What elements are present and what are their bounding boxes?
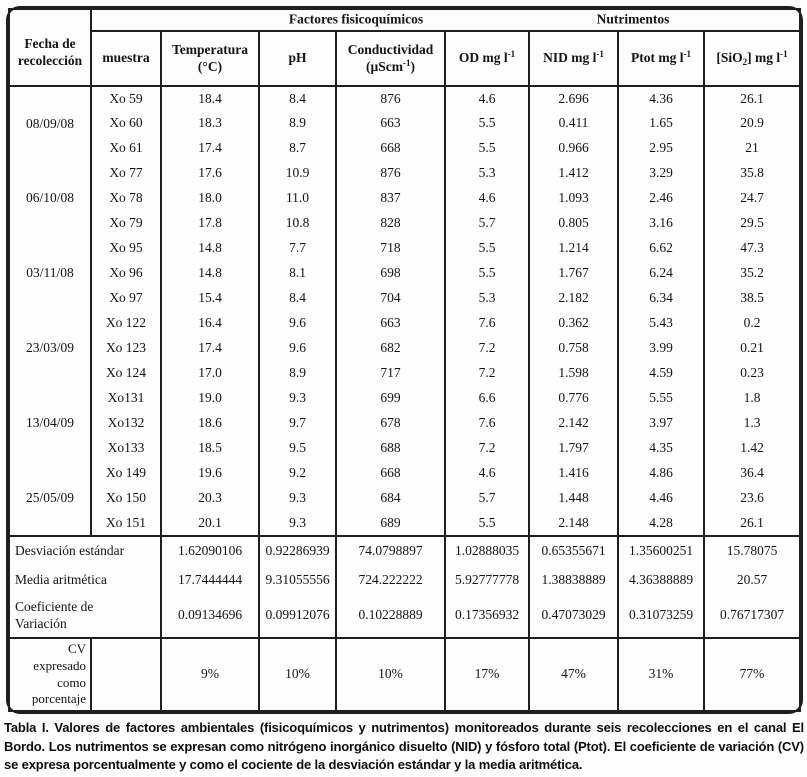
sample-cell: Xo 150 xyxy=(91,486,161,511)
value-cell: 19.0 xyxy=(161,386,259,411)
group-header-fisicoquimicos: Factores fisicoquímicos xyxy=(288,11,424,27)
value-cell: 24.7 xyxy=(704,186,800,211)
value-cell: 5.3 xyxy=(445,161,529,186)
value-cell: 2.95 xyxy=(618,136,704,161)
value-cell: 19.6 xyxy=(161,461,259,486)
date-cell: 25/05/09 xyxy=(9,461,91,536)
value-cell: 663 xyxy=(336,111,445,136)
table-row xyxy=(9,136,800,161)
table-document xyxy=(8,8,801,712)
summary-value: 5.92777778 xyxy=(445,566,529,594)
summary-value: 1.02888035 xyxy=(445,536,529,566)
value-cell: 9.2 xyxy=(259,461,336,486)
sample-cell: Xo133 xyxy=(91,436,161,461)
value-cell: 9.7 xyxy=(259,411,336,436)
sample-cell: Xo 124 xyxy=(91,361,161,386)
value-cell: 3.99 xyxy=(618,336,704,361)
table-row xyxy=(9,286,800,311)
value-cell: 3.97 xyxy=(618,411,704,436)
cv-value: 9% xyxy=(161,638,259,711)
value-cell: 18.0 xyxy=(161,186,259,211)
value-cell: 5.5 xyxy=(445,236,529,261)
value-cell: 1.214 xyxy=(529,236,618,261)
cv-value: 17% xyxy=(445,638,529,711)
value-cell: 4.6 xyxy=(445,86,529,111)
sample-cell: Xo 61 xyxy=(91,136,161,161)
sample-cell: Xo 97 xyxy=(91,286,161,311)
value-cell: 29.5 xyxy=(704,211,800,236)
sample-cell: Xo131 xyxy=(91,386,161,411)
sample-cell: Xo 149 xyxy=(91,461,161,486)
value-cell: 0.776 xyxy=(529,386,618,411)
value-cell: 678 xyxy=(336,411,445,436)
value-cell: 26.1 xyxy=(704,86,800,111)
table-row xyxy=(9,186,800,211)
summary-value: 20.57 xyxy=(704,566,800,594)
value-cell: 682 xyxy=(336,336,445,361)
group-header-row xyxy=(91,9,800,31)
value-cell: 9.3 xyxy=(259,511,336,536)
value-cell: 7.6 xyxy=(445,311,529,336)
summary-value: 724.222222 xyxy=(336,566,445,594)
sample-cell: Xo 79 xyxy=(91,211,161,236)
value-cell: 7.2 xyxy=(445,336,529,361)
value-cell: 1.416 xyxy=(529,461,618,486)
value-cell: 876 xyxy=(336,161,445,186)
value-cell: 1.3 xyxy=(704,411,800,436)
value-cell: 4.46 xyxy=(618,486,704,511)
cv-value: 10% xyxy=(336,638,445,711)
value-cell: 4.36 xyxy=(618,86,704,111)
value-cell: 9.3 xyxy=(259,486,336,511)
summary-value: 0.76717307 xyxy=(704,594,800,638)
value-cell: 668 xyxy=(336,461,445,486)
sample-cell: Xo 78 xyxy=(91,186,161,211)
table-row xyxy=(9,311,800,336)
value-cell: 876 xyxy=(336,86,445,111)
summary-value: 1.38838889 xyxy=(529,566,618,594)
column-header-nid: NID mg $l^{-1}$ xyxy=(529,31,618,86)
column-header-fecha: Fecha de recolección xyxy=(9,9,91,86)
value-cell: 11.0 xyxy=(259,186,336,211)
value-cell: 717 xyxy=(336,361,445,386)
table-row xyxy=(9,236,800,261)
table-row xyxy=(9,336,800,361)
date-cell: 23/03/09 xyxy=(9,311,91,386)
value-cell: 7.7 xyxy=(259,236,336,261)
value-cell: 0.411 xyxy=(529,111,618,136)
value-cell: 6.62 xyxy=(618,236,704,261)
value-cell: 10.9 xyxy=(259,161,336,186)
value-cell: 2.148 xyxy=(529,511,618,536)
value-cell: 5.5 xyxy=(445,136,529,161)
summary-value: 0.47073029 xyxy=(529,594,618,638)
value-cell: 21 xyxy=(704,136,800,161)
summary-value: 4.36388889 xyxy=(618,566,704,594)
table-row xyxy=(9,261,800,286)
value-cell: 2.696 xyxy=(529,86,618,111)
value-cell: 8.9 xyxy=(259,361,336,386)
column-header-sio2: [SiO$_2$] mg $l^{-1}$ xyxy=(704,31,800,86)
value-cell: 18.4 xyxy=(161,86,259,111)
table-row xyxy=(9,361,800,386)
value-cell: 1.65 xyxy=(618,111,704,136)
summary-value: 9.31055556 xyxy=(259,566,336,594)
value-cell: 704 xyxy=(336,286,445,311)
column-header-ph: pH xyxy=(259,31,336,86)
value-cell: 15.4 xyxy=(161,286,259,311)
summary-value: 0.10228889 xyxy=(336,594,445,638)
value-cell: 5.43 xyxy=(618,311,704,336)
value-cell: 5.7 xyxy=(445,211,529,236)
value-cell: 35.2 xyxy=(704,261,800,286)
value-cell: 9.5 xyxy=(259,436,336,461)
value-cell: 17.4 xyxy=(161,336,259,361)
value-cell: 38.5 xyxy=(704,286,800,311)
summary-value: 0.09134696 xyxy=(161,594,259,638)
value-cell: 8.9 xyxy=(259,111,336,136)
value-cell: 1.797 xyxy=(529,436,618,461)
cv-value: 77% xyxy=(704,638,800,711)
value-cell: 5.5 xyxy=(445,511,529,536)
value-cell: 6.34 xyxy=(618,286,704,311)
summary-row xyxy=(9,594,800,638)
value-cell: 47.3 xyxy=(704,236,800,261)
value-cell: 5.55 xyxy=(618,386,704,411)
sample-cell: Xo 151 xyxy=(91,511,161,536)
summary-value: 15.78075 xyxy=(704,536,800,566)
table-row xyxy=(9,511,800,536)
data-table xyxy=(8,8,801,712)
value-cell: 7.2 xyxy=(445,361,529,386)
cv-value: 10% xyxy=(259,638,336,711)
value-cell: 9.3 xyxy=(259,386,336,411)
date-cell: 03/11/08 xyxy=(9,236,91,311)
summary-label: Desviación estándar xyxy=(9,536,161,566)
sample-cell: Xo 122 xyxy=(91,311,161,336)
summary-row xyxy=(9,536,800,566)
value-cell: 0.966 xyxy=(529,136,618,161)
sample-cell: Xo 95 xyxy=(91,236,161,261)
value-cell: 663 xyxy=(336,311,445,336)
value-cell: 23.6 xyxy=(704,486,800,511)
summary-value: 0.65355671 xyxy=(529,536,618,566)
value-cell: 18.3 xyxy=(161,111,259,136)
value-cell: 5.7 xyxy=(445,486,529,511)
table-row xyxy=(9,86,800,111)
summary-value: 0.31073259 xyxy=(618,594,704,638)
value-cell: 718 xyxy=(336,236,445,261)
value-cell: 9.6 xyxy=(259,311,336,336)
cv-value: 31% xyxy=(618,638,704,711)
table-row xyxy=(9,411,800,436)
value-cell: 8.4 xyxy=(259,286,336,311)
summary-label: Coeficiente de Variación xyxy=(9,594,161,638)
value-cell: 699 xyxy=(336,386,445,411)
column-header-od: OD mg $l^{-1}$ xyxy=(445,31,529,86)
value-cell: 20.1 xyxy=(161,511,259,536)
value-cell: 4.35 xyxy=(618,436,704,461)
value-cell: 14.8 xyxy=(161,236,259,261)
sample-cell: Xo 77 xyxy=(91,161,161,186)
sample-cell: Xo 96 xyxy=(91,261,161,286)
cv-label: CV expresado como porcentaje xyxy=(9,638,91,711)
value-cell: 0.23 xyxy=(704,361,800,386)
table-row xyxy=(9,386,800,411)
value-cell: 2.182 xyxy=(529,286,618,311)
cv-percentage-row xyxy=(9,638,800,711)
date-cell: 08/09/08 xyxy=(9,86,91,161)
value-cell: 8.4 xyxy=(259,86,336,111)
value-cell: 3.16 xyxy=(618,211,704,236)
value-cell: 8.7 xyxy=(259,136,336,161)
value-cell: 17.6 xyxy=(161,161,259,186)
value-cell: 6.24 xyxy=(618,261,704,286)
value-cell: 5.5 xyxy=(445,111,529,136)
value-cell: 2.142 xyxy=(529,411,618,436)
summary-value: 1.35600251 xyxy=(618,536,704,566)
table-row xyxy=(9,486,800,511)
summary-row xyxy=(9,566,800,594)
column-header-temperatura: Temperatura (°C) xyxy=(161,31,259,86)
value-cell: 0.758 xyxy=(529,336,618,361)
cv-row xyxy=(9,638,800,711)
value-cell: 16.4 xyxy=(161,311,259,336)
value-cell: 837 xyxy=(336,186,445,211)
summary-value: 0.92286939 xyxy=(259,536,336,566)
value-cell: 1.412 xyxy=(529,161,618,186)
value-cell: 698 xyxy=(336,261,445,286)
summary-label: Media aritmética xyxy=(9,566,161,594)
value-cell: 6.6 xyxy=(445,386,529,411)
value-cell: 20.3 xyxy=(161,486,259,511)
value-cell: 17.0 xyxy=(161,361,259,386)
table-row xyxy=(9,161,800,186)
summary-value: 74.0798897 xyxy=(336,536,445,566)
value-cell: 688 xyxy=(336,436,445,461)
column-header-conductividad: Conductividad (µScm$^{-1}$) xyxy=(336,31,445,86)
value-cell: 4.59 xyxy=(618,361,704,386)
value-cell: 26.1 xyxy=(704,511,800,536)
value-cell: 17.8 xyxy=(161,211,259,236)
value-cell: 18.5 xyxy=(161,436,259,461)
group-header-nutrimentos: Nutrimentos xyxy=(596,11,670,27)
value-cell: 1.448 xyxy=(529,486,618,511)
value-cell: 684 xyxy=(336,486,445,511)
value-cell: 10.8 xyxy=(259,211,336,236)
table-caption: Tabla I. Valores de factores ambientales (fisicoquímicos y nutrimentos) monitoreados durante seis recolecciones en el canal El Bordo. Los nutrimentos se expresan como nitrógeno inorgánico disuelto (NID) y fósforo total (Ptot). El coeficiente de variación (CV) se expresa porcentualmente y como el cociente de la desviación estándar y la media aritmética. xyxy=(4,720,804,773)
table-header xyxy=(9,9,800,86)
value-cell: 1.767 xyxy=(529,261,618,286)
sample-cell: Xo 123 xyxy=(91,336,161,361)
summary-rows xyxy=(9,536,800,638)
value-cell: 9.6 xyxy=(259,336,336,361)
value-cell: 0.2 xyxy=(704,311,800,336)
value-cell: 36.4 xyxy=(704,461,800,486)
value-cell: 4.6 xyxy=(445,461,529,486)
value-cell: 5.3 xyxy=(445,286,529,311)
value-cell: 4.28 xyxy=(618,511,704,536)
value-cell: 14.8 xyxy=(161,261,259,286)
summary-value: 0.09912076 xyxy=(259,594,336,638)
value-cell: 8.1 xyxy=(259,261,336,286)
table-row xyxy=(9,211,800,236)
table-row xyxy=(9,436,800,461)
value-cell: 3.29 xyxy=(618,161,704,186)
summary-value: 0.17356932 xyxy=(445,594,529,638)
value-cell: 35.8 xyxy=(704,161,800,186)
date-cell: 13/04/09 xyxy=(9,386,91,461)
value-cell: 5.5 xyxy=(445,261,529,286)
value-cell: 18.6 xyxy=(161,411,259,436)
cv-empty-cell xyxy=(91,638,161,711)
summary-value: 17.7444444 xyxy=(161,566,259,594)
date-cell: 06/10/08 xyxy=(9,161,91,236)
value-cell: 0.805 xyxy=(529,211,618,236)
value-cell: 20.9 xyxy=(704,111,800,136)
value-cell: 0.362 xyxy=(529,311,618,336)
value-cell: 1.8 xyxy=(704,386,800,411)
column-header-muestra: muestra xyxy=(91,31,161,86)
sample-cell: Xo132 xyxy=(91,411,161,436)
sample-cell: Xo 60 xyxy=(91,111,161,136)
value-cell: 668 xyxy=(336,136,445,161)
value-cell: 0.21 xyxy=(704,336,800,361)
value-cell: 828 xyxy=(336,211,445,236)
value-cell: 4.86 xyxy=(618,461,704,486)
cv-value: 47% xyxy=(529,638,618,711)
value-cell: 17.4 xyxy=(161,136,259,161)
value-cell: 1.598 xyxy=(529,361,618,386)
value-cell: 1.093 xyxy=(529,186,618,211)
value-cell: 7.2 xyxy=(445,436,529,461)
value-cell: 7.6 xyxy=(445,411,529,436)
sample-cell: Xo 59 xyxy=(91,86,161,111)
value-cell: 2.46 xyxy=(618,186,704,211)
value-cell: 1.42 xyxy=(704,436,800,461)
data-rows xyxy=(9,86,800,536)
summary-value: 1.62090106 xyxy=(161,536,259,566)
column-header-ptot: Ptot mg $l^{-1}$ xyxy=(618,31,704,86)
table-row xyxy=(9,461,800,486)
value-cell: 689 xyxy=(336,511,445,536)
table-row xyxy=(9,111,800,136)
value-cell: 4.6 xyxy=(445,186,529,211)
